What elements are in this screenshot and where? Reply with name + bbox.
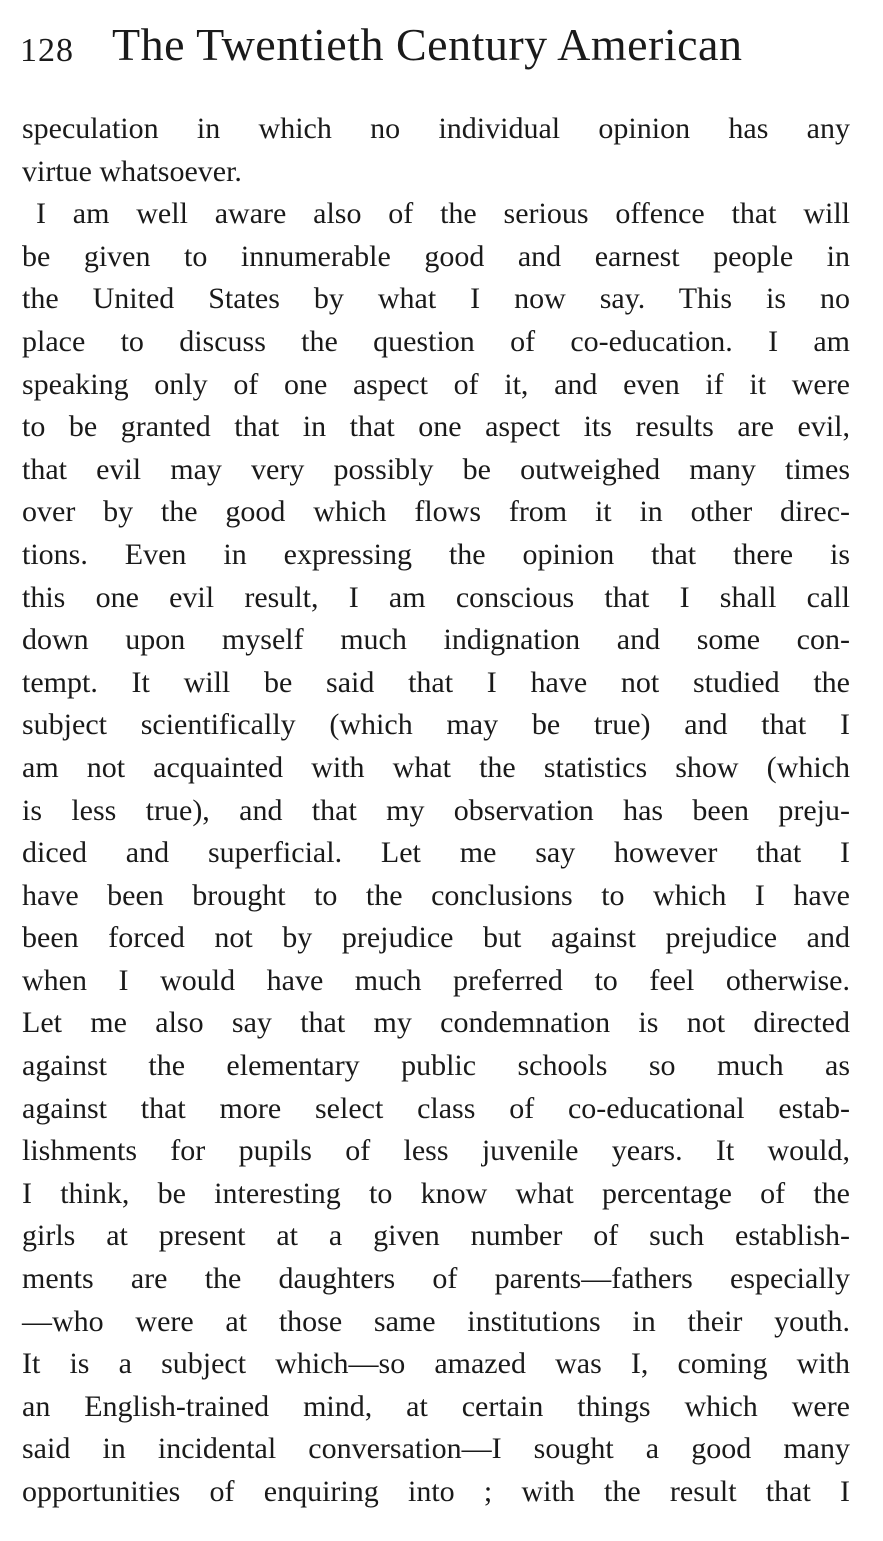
text-line: tions. Even in expressing the opinion that there is: [22, 537, 850, 571]
text-line: speculation in which no individual opinion has any: [22, 112, 850, 145]
text-line: ments are the daughters of parents—fathers especially: [22, 1262, 850, 1296]
text-line: virtue whatsoever.: [22, 154, 242, 188]
text-line: speaking only of one aspect of it, and even if it were: [22, 367, 850, 401]
text-line: that evil may very possibly be outweighed many times: [22, 452, 850, 486]
text-line: diced and superficial. Let me say however that I: [22, 836, 850, 870]
page-number: 128: [20, 32, 74, 69]
text-line: I think, be interesting to know what percentage of the: [22, 1176, 850, 1210]
text-line: am not acquainted with what the statistics show (which: [22, 750, 850, 784]
text-line: been forced not by prejudice but against prejudice and: [22, 921, 850, 955]
text-line: be given to innumerable good and earnest people in: [22, 239, 850, 273]
text-line: place to discuss the question of co-education. I am: [22, 324, 850, 358]
text-line: when I would have much preferred to feel otherwise.: [22, 963, 850, 997]
body-text: [22, 108, 850, 1514]
text-line: is less true), and that my observation has been preju-: [22, 793, 850, 827]
text-line: said in incidental conversation—I sought a good many: [22, 1432, 850, 1466]
text-line: down upon myself much indignation and some con-: [22, 623, 850, 657]
text-line: I am well aware also of the serious offence that will: [36, 197, 850, 231]
text-line: an English-trained mind, at certain things which were: [22, 1389, 850, 1423]
page-header: [20, 18, 860, 78]
text-line: this one evil result, I am conscious that I shall call: [22, 580, 850, 614]
text-line: It is a subject which—so amazed was I, coming with: [22, 1347, 850, 1381]
text-line: against that more select class of co-educational estab-: [22, 1091, 850, 1125]
text-line: have been brought to the conclusions to which I have: [22, 878, 850, 912]
text-line: the United States by what I now say. This is no: [22, 282, 850, 316]
text-line: girls at present at a given number of such establish-: [22, 1219, 850, 1253]
text-line: against the elementary public schools so much as: [22, 1049, 850, 1083]
running-title: The Twentieth Century American: [112, 19, 743, 70]
text-line: —who were at those same institutions in their youth.: [22, 1304, 850, 1338]
text-line: to be granted that in that one aspect its results are evil,: [22, 410, 850, 444]
text-line: subject scientifically (which may be true) and that I: [22, 708, 850, 742]
text-line: lishments for pupils of less juvenile years. It would,: [22, 1134, 850, 1168]
text-line: tempt. It will be said that I have not studied the: [22, 665, 850, 699]
text-line: Let me also say that my condemnation is not directed: [22, 1006, 850, 1040]
text-line: over by the good which flows from it in other direc-: [22, 495, 850, 529]
text-line: opportunities of enquiring into ; with the result that I: [22, 1475, 850, 1508]
